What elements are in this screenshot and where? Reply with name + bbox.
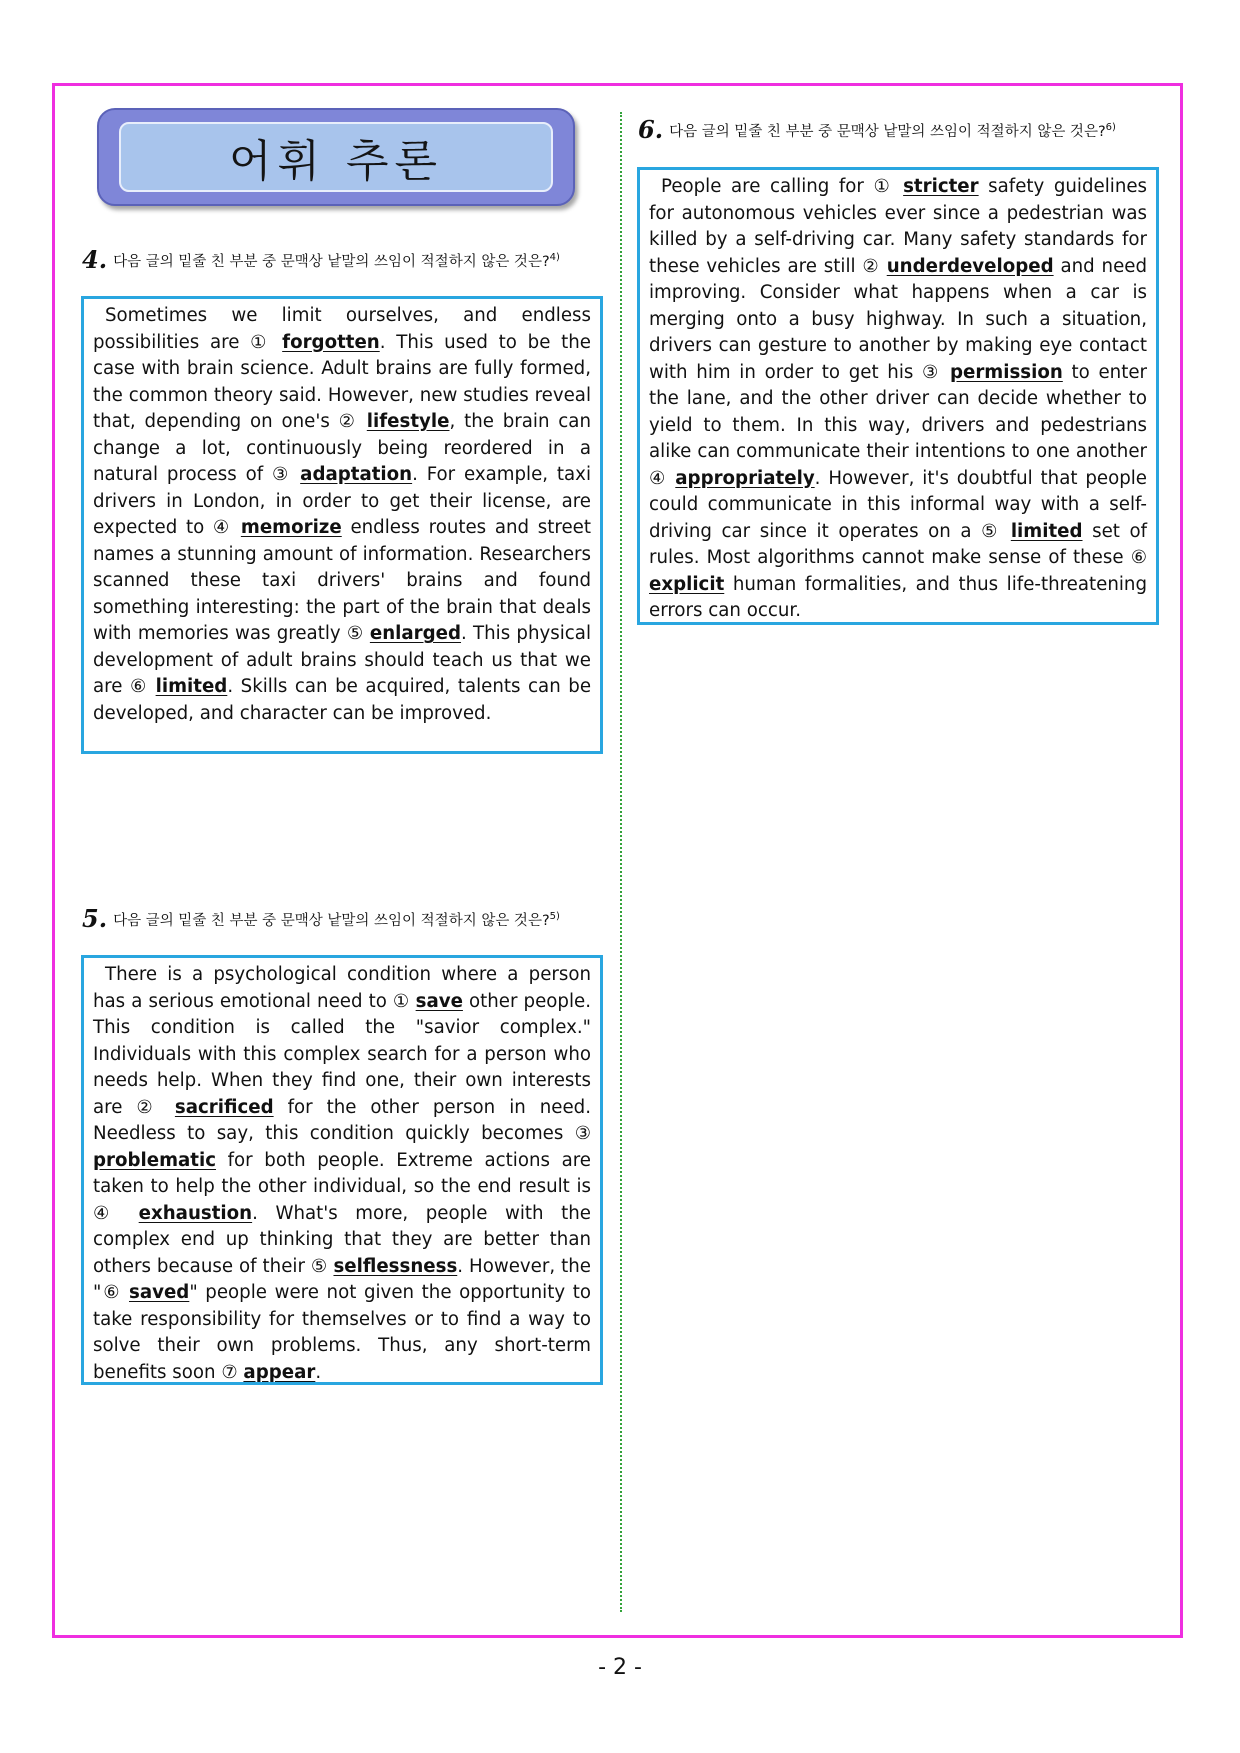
question-6-passage-box [637,167,1159,625]
question-number: 6. [638,115,664,144]
section-title-panel [119,122,553,192]
underlined-word: exhaustion [138,1202,253,1224]
underlined-word: problematic [93,1149,217,1171]
footnote-marker: 5) [549,911,560,922]
underlined-word: save [415,990,463,1012]
underlined-word: selflessness [333,1255,458,1277]
question-5-passage-box [81,955,603,1385]
question-4-header [82,247,613,273]
question-instruction: 다음 글의 밑줄 친 부분 중 문맥상 낱말의 쓰임이 적절하지 않은 것은?$^{6)}$ [669,122,1116,140]
underlined-word: adaptation [300,464,413,485]
underlined-word: sacrificed [174,1096,274,1118]
passage: Sometimes we limit ourselves, and endless possibilities are ① forgotten. This used to be the case with brain science. Adult brains are fully formed, the common theory said. However, new studies reveal that, depending on one's ② lifestyle, the brain can change a lot, continuously being reordered in a natural process of ③ adaptation. For example, taxi drivers in London, in order to get their license, are expected to ④ memorize endless routes and street names a stunning amount of information. Researchers scanned these taxi drivers' brains and found something interesting: the part of the brain that deals with memories was greatly ⑤ enlarged. This physical development of adult brains should teach us that we are ⑥ limited. Skills can be acquired, talents can be developed, and character can be improved. [93,305,592,724]
underlined-word: memorize [240,517,342,538]
question-number: 5. [82,904,108,933]
underlined-word: enlarged [369,623,462,644]
page-number: - 2 - [598,1655,642,1680]
section-title-banner [97,108,575,206]
underlined-word: appear [243,1361,316,1383]
underlined-word: saved [129,1282,190,1303]
underlined-word: lifestyle [366,411,450,432]
underlined-word: limited [1010,520,1083,542]
underlined-word: appropriately [675,467,815,489]
question-4-passage-box [81,296,603,754]
passage: People are calling for ① stricter safety guidelines for autonomous vehicles ever since a pedestrian was killed by a self-driving car. Many safety standards for these vehicles are still ② underdeveloped and need improving. Consider what happens when a car is merging onto a busy highway. In such a situation, drivers can gesture to another by making eye contact with him in order to get his ③ permission to enter the lane, and the other driver can decide whether to yield to them. In this way, drivers and pedestrians alike can communicate their intentions to one another ④ appropriately. However, it's doubtful that people could communicate in this informal way with a self-driving car since it operates on a ⑤ limited set of rules. Most algorithms cannot make sense of these ⑥ explicit human formalities, and thus life-threatening errors can occur. [649,176,1148,621]
underlined-word: explicit [649,573,725,595]
column-divider [620,112,622,1612]
underlined-word: permission [949,361,1063,383]
underlined-word: stricter [903,176,979,197]
section-title: 어휘 추론 [228,136,443,187]
underlined-word: underdeveloped [886,255,1054,277]
question-number: 4. [82,245,108,274]
question-instruction: 다음 글의 밑줄 친 부분 중 문맥상 낱말의 쓰임이 적절하지 않은 것은?$^{4)}$ [113,252,560,270]
underlined-word: limited [155,676,228,697]
footnote-marker: 4) [549,252,560,263]
passage: There is a psychological condition where a person has a serious emotional need to ① save other people. This condition is called the "savior complex." Individuals with this complex search for a person who needs help. When they find one, their own interests are ② sacrificed for the other person in need. Needless to say, this condition quickly becomes ③ problematic for both people. Extreme actions are taken to help the other individual, so the end result is ④ exhaustion. What's more, people with the complex end up thinking that they are better than others because of their ⑤ selflessness. However, the "⑥ saved" people were not given the opportunity to take responsibility for themselves or to find a way to solve their own problems. Thus, any short-term benefits soon ⑦ appear. [93,964,591,1383]
question-6-header [638,117,1169,143]
question-instruction: 다음 글의 밑줄 친 부분 중 문맥상 낱말의 쓰임이 적절하지 않은 것은?$^{5)}$ [113,911,560,929]
underlined-word: forgotten [282,331,380,353]
footnote-marker: 6) [1105,122,1116,133]
question-5-header [82,906,613,932]
